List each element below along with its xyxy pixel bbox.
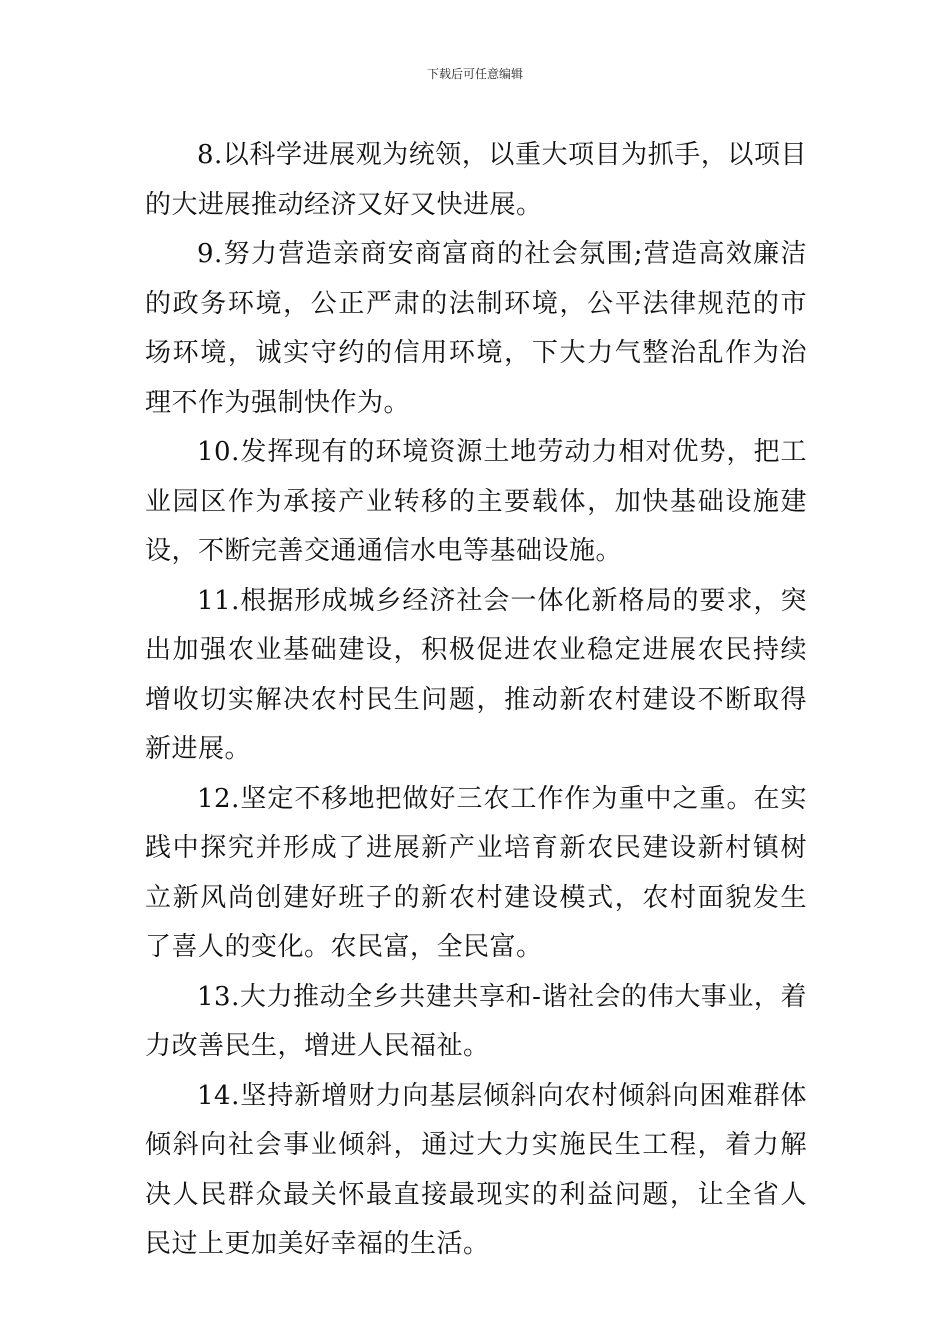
document-body — [145, 131, 807, 1270]
paragraph-14: 14.坚持新增财力向基层倾斜向农村倾斜向困难群体倾斜向社会事业倾斜，通过大力实施民生工程，着力解决人民群众最关怀最直接最现实的利益问题，让全省人民过上更加美好幸福的生活。 — [145, 1080, 807, 1259]
paragraph-11: 11.根据形成城乡经济社会一体化新格局的要求，突出加强农业基础建设，积极促进农业稳定进展农民持续增收切实解决农村民生问题，推动新农村建设不断取得新进展。 — [145, 585, 807, 764]
paragraph-12: 12.坚定不移地把做好三农工作作为重中之重。在实践中探究并形成了进展新产业培育新农民建设新村镇树立新风尚创建好班子的新农村建设模式，农村面貌发生了喜人的变化。农民富，全民富。 — [145, 783, 807, 962]
paragraph-10: 10.发挥现有的环境资源土地劳动力相对优势，把工业园区作为承接产业转移的主要载体，加快基础设施建设，不断完善交通通信水电等基础设施。 — [145, 437, 807, 566]
paragraph-13: 13.大力推动全乡共建共享和-谐社会的伟大事业，着力改善民生，增进人民福祉。 — [145, 981, 807, 1061]
page-header: 下载后可任意编辑 — [426, 67, 523, 81]
paragraph-9: 9.努力营造亲商安商富商的社会氛围;营造高效廉洁的政务环境，公正严肃的法制环境，公平法律规范的市场环境，诚实守约的信用环境，下大力气整治乱作为治理不作为强制快作为。 — [145, 239, 807, 418]
paragraph-8: 8.以科学进展观为统领，以重大项目为抓手，以项目的大进展推动经济又好又快进展。 — [145, 140, 807, 220]
